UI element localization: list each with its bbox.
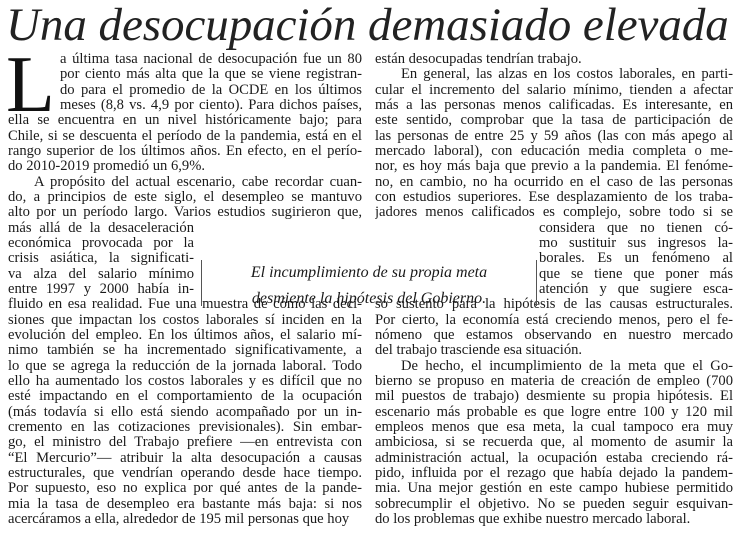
text-line: pido, influida por el rezago que había dejado la pandem-: [375, 465, 733, 481]
text-line: empleos menos que esa meta, la cual tampoco era muy: [375, 419, 733, 435]
text-line: mia. Una mejor gestión en este campo hubiese permitido: [375, 481, 733, 497]
text-line: estructurales, que vendrían operando desde hace tiempo.: [8, 465, 362, 481]
text-line: económica provocada por la: [8, 235, 194, 251]
text-line: De hecho, el incumplimiento de la meta que el Go-: [401, 358, 733, 374]
text-line: mo sustituir sus ingresos la-: [539, 235, 733, 251]
text-line: meses (8,8 vs. 4,9 por ciento). Para dichos países,: [60, 97, 362, 113]
text-line: lo que se agrega la reducción de la jornada laboral. Todo: [8, 358, 362, 374]
text-line: bierno se propuso en materia de creación de empleo (700: [375, 373, 733, 389]
pull-quote: [201, 260, 537, 306]
text-line: con estudios superiores. Ese desplazamiento de los traba-: [375, 189, 733, 205]
text-line: jadores menos calificados es complejo, sobre todo si se: [375, 205, 733, 221]
text-line: fluido en esa realidad. Fue una muestra de cómo las deci-: [8, 297, 362, 313]
text-line: do para el promedio de la OCDE en los últimos: [60, 82, 362, 98]
text-line: las personas de entre 25 y 59 años (las con más apego al: [375, 128, 733, 144]
text-line: nor, es hoy más baja que previo a la pandemia. El fenóme-: [375, 159, 733, 175]
text-line: entre 1997 y 2000 había in-: [8, 281, 194, 297]
drop-cap: L: [6, 41, 55, 129]
text-line: atención y que sugiere esca-: [539, 281, 733, 297]
text-line: mil puestos de trabajo) desmiente su propia hipótesis. El: [375, 389, 733, 405]
text-line: A propósito del actual escenario, cabe recordar cuan-: [34, 174, 362, 190]
text-line: no, en cambio, no ha ocurrido en el caso de las personas: [375, 174, 733, 190]
text-line: siones que impactan los costos laborales sí inciden en la: [8, 312, 362, 328]
text-line: a última tasa nacional de desocupación fue un 80: [60, 52, 362, 67]
text-line: va alza del salario mínimo: [8, 266, 194, 282]
text-line: esté impactando en el comportamiento de la ocupación: [8, 389, 362, 405]
text-line: do 2010-2019 promedió un 6,9%.: [8, 159, 205, 175]
text-line: administración actual, la ocupación estaba creciendo rá-: [375, 450, 733, 466]
text-line: ello ha aumentado los costos laborales y es difícil que no: [8, 373, 362, 389]
text-line: go, el ministro del Trabajo prefiere —en entrevista con: [8, 435, 362, 451]
text-line: más a las personas menos calificadas. Es interesante, en: [375, 97, 733, 113]
text-line: En general, las alzas en los costos laborales, en parti-: [401, 67, 733, 83]
text-line: acercáramos a ella, alrededor de 195 mil personas que hoy: [8, 511, 350, 527]
text-line: nimo también se ha incrementado significativamente, a: [8, 343, 362, 359]
text-line: por ciento más alta que la que se viene registran-: [60, 67, 362, 83]
text-line: sobrecumplir el objetivo. No se pueden seguir esquivan-: [375, 496, 733, 512]
text-line: están desocupadas tendrían trabajo.: [375, 52, 582, 67]
text-line: que se tiene que poner más: [539, 266, 733, 282]
text-line: mia la tasa de desempleo era bastante más baja: si nos: [8, 496, 362, 512]
text-line: escenario más probable es que logre entre 100 y 120 mil: [375, 404, 733, 420]
text-line: crisis asiática, la significati-: [8, 251, 194, 267]
text-line: este sentido, comprobar que la tasa de participación de: [375, 113, 733, 129]
text-line: nómeno que estamos observando en nuestro mercado: [375, 327, 733, 343]
text-line: do los problemas que exhibe nuestro mercado laboral.: [375, 511, 691, 527]
text-line: alto por un período largo. Varios estudios sugirieron que,: [8, 205, 362, 221]
text-line: Chile, si se descuenta el período de la pandemia, está en el: [8, 128, 362, 144]
text-line: más allá de la desaceleración: [8, 220, 194, 236]
text-line: ella se encuentra en un nivel históricamente bajo; para: [8, 113, 362, 129]
text-line: Por cierto, la economía está creciendo menos, pero el fe-: [375, 312, 733, 328]
text-line: ambiciosa, si se recuerda que, al momento de asumir la: [375, 435, 733, 451]
text-line: do, a principios de este siglo, el desempleo se mantuvo: [8, 189, 362, 205]
text-line: rango superior de los últimos años. En efecto, en el perío-: [8, 143, 362, 159]
text-line: mercado laboral), con educación media completa o me-: [375, 143, 733, 159]
text-line: del trabajo trasciende esa situación.: [375, 343, 583, 359]
text-line: Por supuesto, eso no explica por qué antes de la pande-: [8, 481, 362, 497]
pull-quote-line: El incumplimiento de su propia meta: [250, 264, 488, 281]
text-line: considera que no tienen có-: [539, 220, 733, 236]
text-line: cular el incremento del salario mínimo, tienden a afectar: [375, 82, 733, 98]
text-line: borales. Es un fenómeno al: [539, 251, 733, 267]
text-line: “El Mercurio”— atribuir la alta desocupación a causas: [8, 450, 362, 466]
text-line: (más todavía si ello está siendo acompañado por un in-: [8, 404, 362, 420]
pull-quote-line: desmiente la hipótesis del Gobierno.: [251, 290, 487, 307]
article-title: Una desocupación demasiado elevada: [6, 0, 729, 50]
text-line: so sustento para la hipótesis de las causas estructurales.: [375, 297, 733, 313]
text-line: cremento en las cotizaciones previsionales). Sin embar-: [8, 419, 362, 435]
text-line: evolución del empleo. En los últimos años, el salario mí-: [8, 327, 362, 343]
